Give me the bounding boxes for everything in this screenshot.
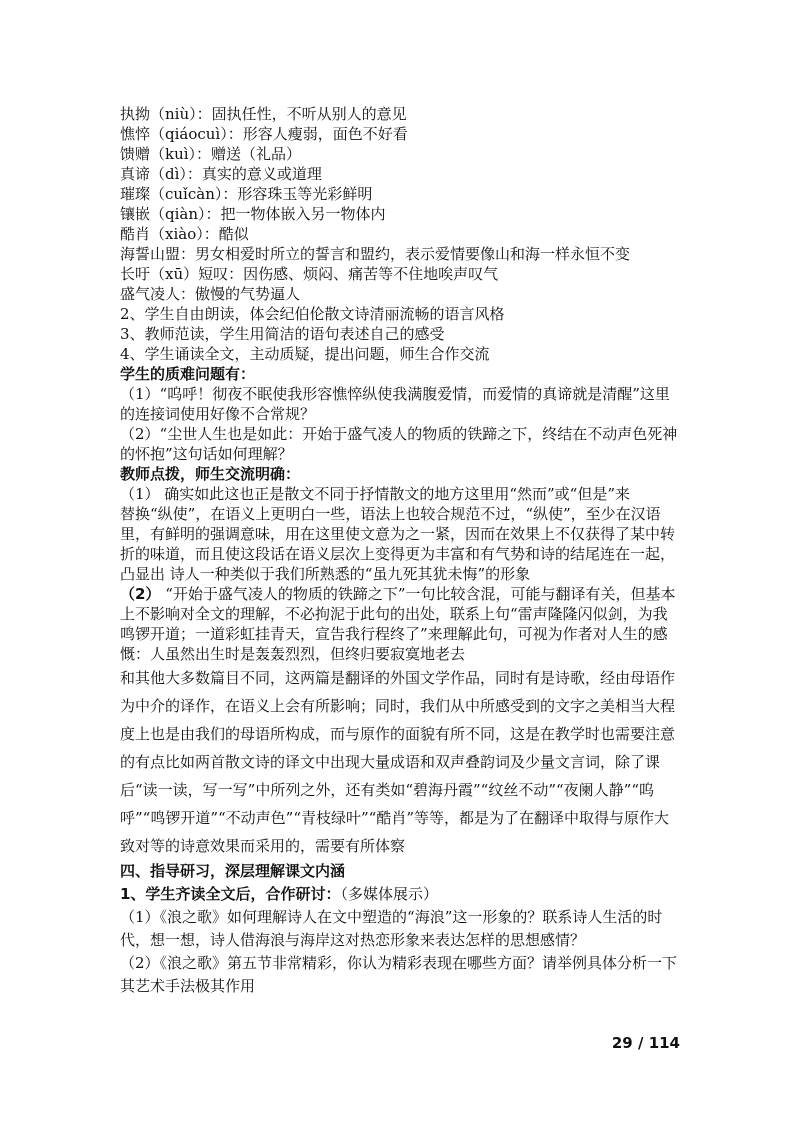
vocab-line: 盛气凌人：傲慢的气势逼人 [120, 285, 301, 303]
question-item: （1）《浪之歌》如何理解诗人在文中塑造的“海浪”这一形象的？联系诗人生活的时代，想一想，诗人借海浪与海岸这对热恋形象来表达怎样的思想感情？ [120, 908, 663, 949]
subsection-heading [120, 883, 680, 906]
vocab-line: 海誓山盟：男女相爱时所立的誓言和盟约，表示爱情要像山和海一样永恒不变 [120, 245, 631, 263]
subsection-title: 1、学生齐读全文后，合作研讨： [120, 885, 341, 903]
answer-body: 上不影响对全文的理解，不必拘泥于此句的出处，联系上句“雷声隆隆闪似剑，为我鸣锣开道；一道彩虹挂青天，宣告我行程终了”来理解此句，可视为作者对人生的感慨：人虽然出生时是轰轰烈烈，但终归要寂寞地老去 [120, 605, 668, 663]
vocab-line: 长吁（xū）短叹：因伤感、烦闷、痛苦等不住地唉声叹气 [120, 265, 499, 283]
vocab-line: 憔悴（qiáocuì）：形容人瘦弱，面色不好看 [120, 125, 408, 143]
vocab-line: 馈赠（kuì）：赠送（礼品） [120, 145, 302, 163]
step-line: 2、学生自由朗读，体会纪伯伦散文诗清丽流畅的语言风格 [120, 305, 505, 323]
question-item: （1）“呜呼！彻夜不眠使我形容憔悴纵使我满腹爱情，而爱情的真谛就是清醒”这里的连接词使用好像不合常规？ [120, 385, 670, 423]
answer-head-text: “开始于盛气凌人的物质的铁蹄之下”一句比较含混，可能与翻译有关，但基本 [160, 585, 676, 603]
vocab-line: 执拗（niù）：固执任性，不听从别人的意见 [120, 105, 407, 123]
answer-head: （1） 确实如此这也正是散文不同于抒情散文的地方这里用“然而”或“但是”来 [120, 485, 630, 503]
answer-body: 替换“纵使”，在语义上更明白一些，语法上也较合规范不过，“纵使”，至少在汉语里，有鲜明的强调意味，用在这里使文意为之一紧，因而在效果上不仅获得了某中转折的味道，而且使这段话在语义层次上变得更为丰富和有气势和诗的结尾连在一起，凸显出 诗人一种类似于我们所熟悉的“虽九死其犹未悔”的形象 [120, 505, 676, 583]
page-separator: / [632, 1034, 649, 1052]
section-heading: 教师点拨，师生交流明确： [120, 465, 301, 483]
step-line: 3、教师范读，学生用简洁的语句表述自己的感受 [120, 325, 445, 343]
document-body [120, 104, 680, 998]
paragraph: 和其他大多数篇目不同，这两篇是翻译的外国文学作品，同时有是诗歌，经由母语作为中介的译作，在语义上会有所影响；同时，我们从中所感受到的文字之美相当大程度上也是由我们的母语所构成，而与原作的面貌有所不同，这是在教学时也需要注意的有点比如两首散文诗的译文中出现大量成语和双声叠韵词及少量文言词，除了课后“读一读，写一写”中所列之外，还有类如“碧海丹霞”“纹丝不动”“夜阑人静”“呜呼”“鸣锣开道”“不动声色”“青枝绿叶”“酷肖”等等，都是为了在翻译中取得与原作大致对等的诗意效果而采用的，需要有所体察 [120, 669, 676, 855]
page-total: 114 [648, 1034, 680, 1052]
subsection-note: （多媒体展示） [340, 885, 438, 903]
vocab-line: 酷肖（xiào）：酷似 [120, 225, 249, 243]
question-item: （2）“尘世人生也是如此：开始于盛气凌人的物质的铁蹄之下，终结在不动声色死神的怀抱”这句话如何理解？ [120, 425, 678, 463]
vocab-line: 璀璨（cuǐcàn）：形容珠玉等光彩鲜明 [120, 185, 373, 203]
vocab-line: 真谛（dì）：真实的意义或道理 [120, 165, 322, 183]
question-item: （2）《浪之歌》第五节非常精彩，你认为精彩表现在哪些方面？请举例具体分析一下其艺术手法极其作用 [120, 954, 678, 995]
page-current: 29 [611, 1034, 633, 1052]
answer-head [120, 584, 680, 604]
page-number [612, 1034, 680, 1052]
vocab-line: 镶嵌（qiàn）：把一物体嵌入另一物体内 [120, 205, 386, 223]
section-heading: 学生的质难问题有： [120, 365, 256, 383]
answer-number: （2） [120, 585, 161, 603]
section-heading: 四、指导研习，深层理解课文内涵 [120, 862, 346, 880]
step-line: 4、学生诵读全文，主动质疑，提出问题，师生合作交流 [120, 345, 490, 363]
